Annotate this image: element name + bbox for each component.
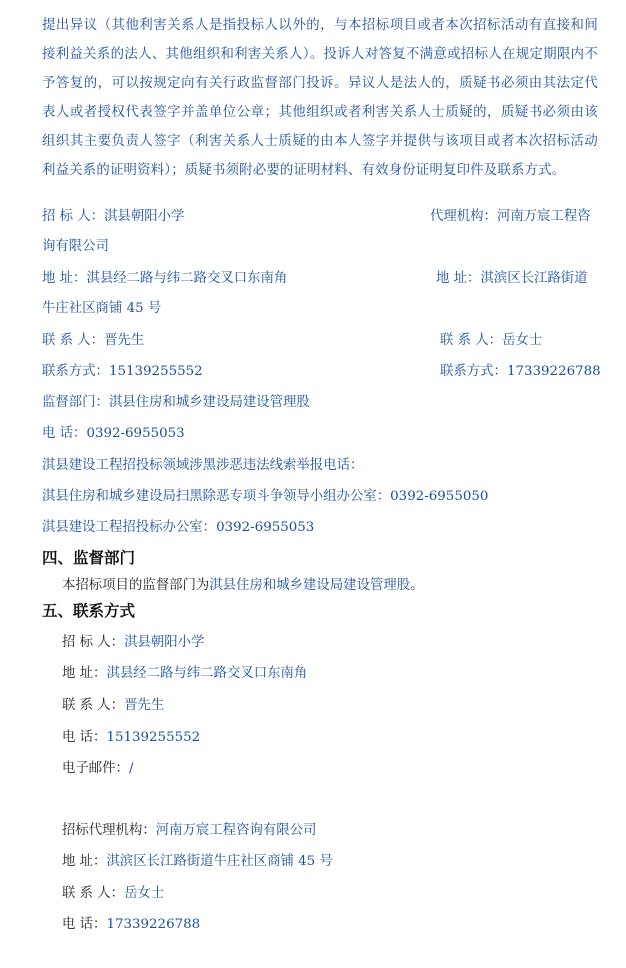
tel-line bbox=[42, 422, 185, 441]
section4-text-suffix: 。 bbox=[410, 578, 424, 593]
s5-address-value: 淇县经二路与纬二路交叉口东南角 bbox=[106, 666, 308, 681]
s5-phone-label: 电 话： bbox=[62, 730, 107, 745]
tenderer-line bbox=[42, 205, 184, 224]
agency-value-line1: 河南万宸工程咨 bbox=[496, 209, 591, 224]
s5-email-value: / bbox=[128, 761, 134, 776]
agency-phone-line bbox=[440, 360, 601, 379]
supervisor-value: 淇县住房和城乡建设局建设管理股 bbox=[108, 395, 310, 410]
phone-value: 15139255552 bbox=[108, 364, 203, 379]
s5-tenderer-label: 招 标 人： bbox=[62, 635, 125, 650]
supervisor-label: 监督部门： bbox=[42, 395, 109, 410]
agency-phone-label: 联系方式： bbox=[440, 364, 507, 379]
address-line bbox=[42, 267, 287, 286]
section4-text bbox=[62, 574, 424, 593]
phone-label: 联系方式： bbox=[42, 364, 109, 379]
agency-value-line2: 询有限公司 bbox=[42, 239, 109, 254]
agency-label: 代理机构： bbox=[430, 209, 497, 224]
s5-contact-label: 联 系 人： bbox=[62, 698, 125, 713]
section4-heading: 四、监督部门 bbox=[42, 549, 136, 567]
s5-contact-value: 晋先生 bbox=[124, 698, 165, 713]
agency-contact-line bbox=[440, 329, 542, 348]
s5-tenderer-line bbox=[62, 631, 204, 650]
s5-agency-contact-label: 联 系 人： bbox=[62, 886, 125, 901]
phone-line bbox=[42, 360, 203, 379]
s5-agency-phone-line bbox=[62, 913, 200, 932]
s5-email-line bbox=[62, 757, 133, 776]
agency-address-value-line2: 牛庄社区商铺 45 号 bbox=[42, 301, 162, 316]
s5-contact-line bbox=[62, 694, 164, 713]
agency-contact-value: 岳女士 bbox=[502, 333, 543, 348]
s5-agency-phone-value: 17339226788 bbox=[106, 917, 201, 932]
s5-agency-address-line bbox=[62, 850, 333, 869]
agency-phone-value: 17339226788 bbox=[506, 364, 601, 379]
s5-agency-line bbox=[62, 819, 316, 838]
s5-tenderer-value: 淇县朝阳小学 bbox=[124, 635, 205, 650]
agency-address-line bbox=[436, 267, 588, 286]
s5-phone-line bbox=[62, 726, 200, 745]
s5-agency-label: 招标代理机构： bbox=[62, 823, 156, 838]
s5-agency-contact-value: 岳女士 bbox=[124, 886, 165, 901]
tenderer-label: 招 标 人： bbox=[42, 209, 105, 224]
tel-label: 电 话： bbox=[42, 426, 87, 441]
s5-agency-phone-label: 电 话： bbox=[62, 917, 107, 932]
agency-address-value-line1: 淇滨区长江路街道 bbox=[480, 271, 588, 286]
agency-line bbox=[430, 205, 591, 224]
agency-contact-label: 联 系 人： bbox=[440, 333, 503, 348]
s5-phone-value: 15139255552 bbox=[106, 730, 201, 745]
report-line-1: 淇县建设工程招投标领域涉黑涉恶违法线索举报电话： bbox=[42, 458, 364, 473]
section5-heading: 五、联系方式 bbox=[42, 602, 136, 620]
s5-address-line bbox=[62, 662, 307, 681]
report-line-2: 淇县住房和城乡建设局扫黑除恶专项斗争领导小组办公室：0392-6955050 bbox=[42, 489, 489, 504]
s5-agency-value: 河南万宸工程咨询有限公司 bbox=[155, 823, 317, 838]
s5-agency-address-value: 淇滨区长江路街道牛庄社区商铺 45 号 bbox=[106, 854, 333, 869]
address-value: 淇县经二路与纬二路交叉口东南角 bbox=[86, 271, 288, 286]
address-label: 地 址： bbox=[42, 271, 87, 286]
s5-email-label: 电子邮件： bbox=[62, 761, 129, 776]
section4-text-prefix: 本招标项目的监督部门为 bbox=[62, 578, 210, 593]
s5-agency-contact-line bbox=[62, 882, 164, 901]
objection-paragraph: 提出异议（其他利害关系人是指投标人以外的，与本招标项目或者本次招标活动有直接和间接利益关系的法人、其他组织和利害关系人）。投诉人对答复不满意或招标人在规定期限内不予答复的，可以按规定向有关行政监督部门投诉。异议人是法人的，质疑书必须由其法定代表人或者授权代表签字并盖单位公章；其他组织或者利害关系人士质疑的，质疑书必须由该组织其主要负责人签字（利害关系人士质疑的由本人签字并提供与该项目或者本次招标活动利益关系的证明资料）；质疑书须附必要的证明材料、有效身份证明复印件及联系方式。 bbox=[42, 18, 598, 178]
supervisor-line bbox=[42, 391, 310, 410]
section4-text-value: 淇县住房和城乡建设局建设管理股 bbox=[209, 578, 411, 593]
contact-label: 联 系 人： bbox=[42, 333, 105, 348]
s5-address-label: 地 址： bbox=[62, 666, 107, 681]
s5-agency-address-label: 地 址： bbox=[62, 854, 107, 869]
report-line-3: 淇县建设工程招投标办公室：0392-6955053 bbox=[42, 520, 315, 535]
contact-line bbox=[42, 329, 144, 348]
contact-value: 晋先生 bbox=[104, 333, 145, 348]
tel-value: 0392-6955053 bbox=[86, 426, 185, 441]
tenderer-value: 淇县朝阳小学 bbox=[104, 209, 185, 224]
agency-address-label: 地 址： bbox=[436, 271, 481, 286]
